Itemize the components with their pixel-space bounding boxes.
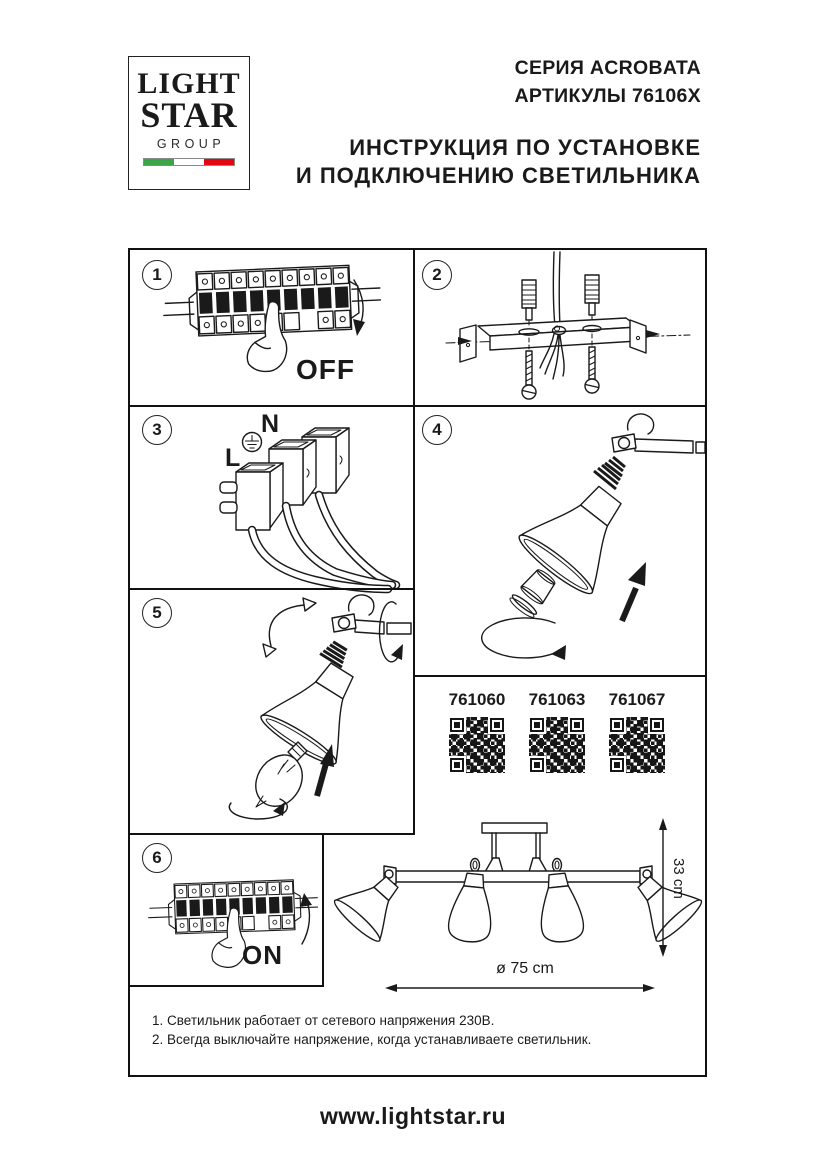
step-number: 5 — [152, 603, 162, 622]
flag-white-segment — [174, 159, 204, 165]
divider-right-row2 — [413, 675, 705, 677]
instruction-panels-frame — [128, 248, 707, 1077]
step-badge-2 — [422, 260, 452, 290]
italian-flag-bar — [143, 158, 235, 166]
qr-finder — [530, 718, 544, 732]
qr-finder — [610, 758, 624, 772]
divider-row1 — [130, 405, 705, 407]
logo-word-light: LIGHT — [137, 67, 241, 100]
article-code-761063: 761063 — [528, 690, 586, 709]
qr-finder — [530, 758, 544, 772]
series-name: СЕРИЯ ACROBATA — [514, 57, 701, 79]
lamp-shade — [484, 467, 647, 639]
mount-direction-arrow — [628, 562, 646, 586]
instruction-title-line1: ИНСТРУКЦИЯ ПО УСТАНОВКЕ — [349, 135, 701, 160]
step6-breakers-on-illustration — [147, 879, 318, 969]
rotation-arrow — [482, 618, 559, 658]
flag-red-segment — [204, 159, 234, 165]
step-number: 6 — [152, 848, 162, 867]
qr-finder — [570, 718, 584, 732]
step-badge-4 — [422, 415, 452, 445]
article-code-761067: 761067 — [608, 690, 666, 709]
divider-left-row2 — [130, 588, 413, 590]
panel6-bottom-border — [130, 985, 324, 987]
qr-finder — [450, 758, 464, 772]
article-code-761060: 761060 — [448, 690, 506, 709]
divider-left-row3 — [130, 833, 415, 835]
off-label: OFF — [296, 354, 355, 385]
ceiling-plate — [482, 823, 547, 833]
safety-notes — [152, 1012, 591, 1049]
step-badge-1 — [142, 260, 172, 290]
step3-terminal-block-illustration — [220, 428, 396, 589]
flag-green-segment — [144, 159, 174, 165]
step5-adjust-and-bulb-illustration — [229, 595, 411, 819]
earth-ground-icon — [243, 433, 262, 452]
live-wire-label: L — [225, 444, 241, 472]
website-url: www.lightstar.ru — [319, 1103, 507, 1129]
height-dimension-label: 33 cm — [670, 858, 687, 899]
step-badge-3 — [142, 415, 172, 445]
qr-finder — [650, 718, 664, 732]
panel6-right-border — [322, 833, 324, 987]
qr-finder — [490, 718, 504, 732]
screw-left — [522, 351, 536, 399]
push-in-arrow-right — [646, 330, 660, 338]
divider-vertical-center — [413, 250, 415, 833]
lamp-shade — [257, 647, 380, 770]
step-number: 4 — [432, 420, 442, 439]
step4-shade-assembly-illustration — [482, 414, 705, 660]
candle-bulb — [256, 742, 307, 807]
article-numbers: АРТИКУЛЫ 76106X — [514, 85, 701, 107]
screw-right — [585, 347, 599, 393]
rotate-up-arrow — [302, 900, 309, 944]
step2-mounting-bracket-illustration — [446, 252, 690, 399]
on-label: ON — [242, 940, 283, 970]
diameter-dimension-label: ø 75 cm — [496, 960, 554, 977]
qr-code-761063 — [529, 717, 585, 773]
step-badge-6 — [142, 843, 172, 873]
note-line-1: 1. Светильник работает от сетевого напряжения 230В. — [152, 1013, 495, 1028]
step-badge-5 — [142, 598, 172, 628]
lightstar-logo — [128, 56, 250, 190]
logo-word-star: STAR — [140, 95, 238, 135]
step-number: 2 — [432, 265, 442, 284]
qr-finder — [450, 718, 464, 732]
fixture-bar — [396, 871, 640, 882]
document-header — [296, 54, 701, 190]
qr-finder — [610, 718, 624, 732]
note-line-2: 2. Всегда выключайте напряжение, когда устанавливаете светильник. — [152, 1031, 592, 1047]
step-number: 3 — [152, 420, 162, 439]
step-number: 1 — [152, 265, 162, 284]
qr-code-761067 — [609, 717, 665, 773]
neutral-wire-label: N — [261, 410, 280, 438]
qr-code-761060 — [449, 717, 505, 773]
logo-word-group: GROUP — [156, 137, 226, 152]
swivel-arrow — [269, 605, 305, 646]
instruction-title-line2: И ПОДКЛЮЧЕНИЮ СВЕТИЛЬНИКА — [295, 163, 701, 188]
instruction-line-art — [130, 250, 705, 1075]
